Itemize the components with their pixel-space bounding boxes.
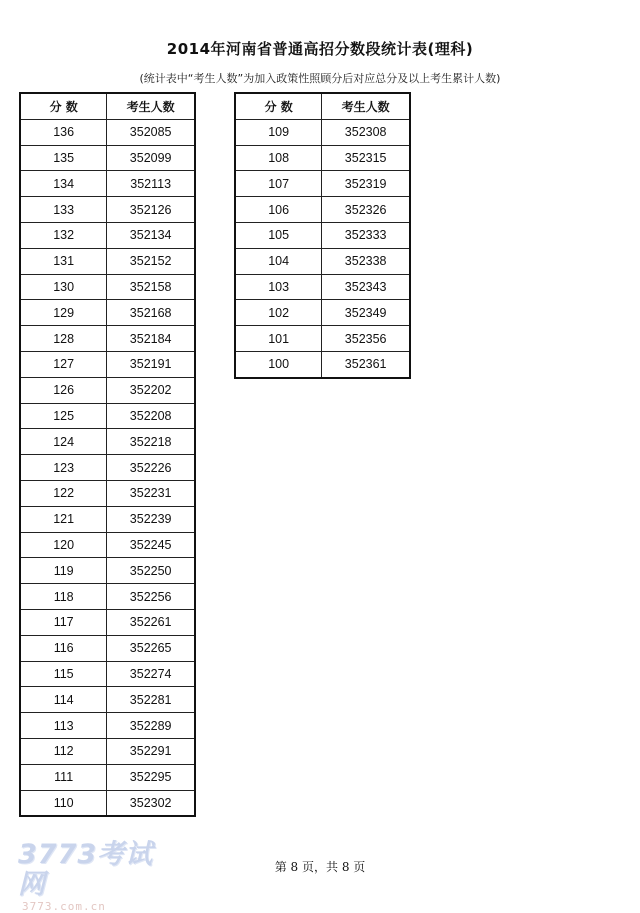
count-cell: 352349 [322, 300, 410, 326]
count-cell: 352099 [107, 145, 195, 171]
count-cell: 352134 [107, 222, 195, 248]
count-cell: 352361 [322, 351, 410, 377]
table-row [20, 738, 195, 764]
count-cell: 352319 [322, 171, 410, 197]
score-cell: 125 [20, 403, 107, 429]
table-row [20, 584, 195, 610]
score-cell: 111 [20, 764, 107, 790]
table-row [20, 687, 195, 713]
table-row [20, 635, 195, 661]
table-row [20, 300, 195, 326]
table-row [20, 558, 195, 584]
table-row [235, 145, 410, 171]
count-cell: 352231 [107, 480, 195, 506]
table-row [235, 222, 410, 248]
count-cell: 352158 [107, 274, 195, 300]
score-cell: 102 [235, 300, 322, 326]
table-row [20, 532, 195, 558]
count-cell: 352261 [107, 609, 195, 635]
table-row [20, 403, 195, 429]
table-row [20, 429, 195, 455]
count-cell: 352343 [322, 274, 410, 300]
column-header-count: 考生人数 [322, 93, 410, 119]
table-row [235, 351, 410, 377]
table-header-row [20, 93, 195, 119]
count-cell: 352250 [107, 558, 195, 584]
score-table-left [19, 92, 196, 817]
score-cell: 135 [20, 145, 107, 171]
count-cell: 352356 [322, 326, 410, 352]
table-row [235, 171, 410, 197]
count-cell: 352218 [107, 429, 195, 455]
table-row [20, 248, 195, 274]
table-row [20, 351, 195, 377]
score-cell: 104 [235, 248, 322, 274]
page-subtitle: (统计表中“考生人数”为加入政策性照顾分后对应总分及以上考生累计人数) [139, 72, 501, 85]
count-cell: 352326 [322, 197, 410, 223]
column-header-score: 分 数 [235, 93, 322, 119]
score-cell: 133 [20, 197, 107, 223]
score-cell: 113 [20, 713, 107, 739]
score-cell: 134 [20, 171, 107, 197]
count-cell: 352191 [107, 351, 195, 377]
score-cell: 121 [20, 506, 107, 532]
table-row [235, 119, 410, 145]
table-row [235, 197, 410, 223]
count-cell: 352338 [322, 248, 410, 274]
score-cell: 129 [20, 300, 107, 326]
score-cell: 114 [20, 687, 107, 713]
score-cell: 122 [20, 480, 107, 506]
count-cell: 352226 [107, 455, 195, 481]
table-row [235, 326, 410, 352]
score-cell: 136 [20, 119, 107, 145]
table-row [20, 274, 195, 300]
page-footer: 第 8 页，共 8 页 [274, 860, 366, 874]
count-cell: 352245 [107, 532, 195, 558]
score-cell: 116 [20, 635, 107, 661]
count-cell: 352184 [107, 326, 195, 352]
score-cell: 130 [20, 274, 107, 300]
score-cell: 103 [235, 274, 322, 300]
count-cell: 352256 [107, 584, 195, 610]
score-cell: 101 [235, 326, 322, 352]
table-row [20, 119, 195, 145]
column-header-count: 考生人数 [107, 93, 195, 119]
table-row [20, 713, 195, 739]
table-row [20, 326, 195, 352]
score-cell: 108 [235, 145, 322, 171]
score-cell: 117 [20, 609, 107, 635]
table-row [20, 790, 195, 816]
page-title: 2014年河南省普通高招分数段统计表(理科) [166, 40, 474, 58]
count-cell: 352289 [107, 713, 195, 739]
table-row [20, 506, 195, 532]
count-cell: 352208 [107, 403, 195, 429]
count-cell: 352168 [107, 300, 195, 326]
count-cell: 352152 [107, 248, 195, 274]
table-row [235, 300, 410, 326]
score-cell: 112 [20, 738, 107, 764]
column-header-score: 分 数 [20, 93, 107, 119]
score-cell: 100 [235, 351, 322, 377]
table-row [20, 480, 195, 506]
score-cell: 109 [235, 119, 322, 145]
table-row [20, 661, 195, 687]
table-row [235, 274, 410, 300]
watermark-url: 3773.com.cn [22, 900, 106, 913]
table-row [20, 197, 195, 223]
table-row [20, 609, 195, 635]
count-cell: 352308 [322, 119, 410, 145]
score-table-right [234, 92, 411, 379]
table-row [20, 145, 195, 171]
score-cell: 115 [20, 661, 107, 687]
score-cell: 131 [20, 248, 107, 274]
count-cell: 352085 [107, 119, 195, 145]
score-cell: 120 [20, 532, 107, 558]
table-header-row [235, 93, 410, 119]
count-cell: 352281 [107, 687, 195, 713]
table-row [20, 377, 195, 403]
table-row [20, 764, 195, 790]
score-cell: 119 [20, 558, 107, 584]
score-cell: 107 [235, 171, 322, 197]
count-cell: 352333 [322, 222, 410, 248]
score-cell: 105 [235, 222, 322, 248]
score-cell: 127 [20, 351, 107, 377]
count-cell: 352202 [107, 377, 195, 403]
count-cell: 352302 [107, 790, 195, 816]
score-cell: 110 [20, 790, 107, 816]
watermark-text: 3773考试网 [18, 839, 154, 900]
score-cell: 123 [20, 455, 107, 481]
score-cell: 124 [20, 429, 107, 455]
count-cell: 352239 [107, 506, 195, 532]
score-cell: 128 [20, 326, 107, 352]
count-cell: 352113 [107, 171, 195, 197]
count-cell: 352295 [107, 764, 195, 790]
score-cell: 126 [20, 377, 107, 403]
count-cell: 352315 [322, 145, 410, 171]
table-row [20, 455, 195, 481]
table-row [20, 171, 195, 197]
count-cell: 352265 [107, 635, 195, 661]
table-row [20, 222, 195, 248]
table-row [235, 248, 410, 274]
count-cell: 352291 [107, 738, 195, 764]
score-cell: 106 [235, 197, 322, 223]
count-cell: 352126 [107, 197, 195, 223]
score-cell: 132 [20, 222, 107, 248]
score-cell: 118 [20, 584, 107, 610]
count-cell: 352274 [107, 661, 195, 687]
